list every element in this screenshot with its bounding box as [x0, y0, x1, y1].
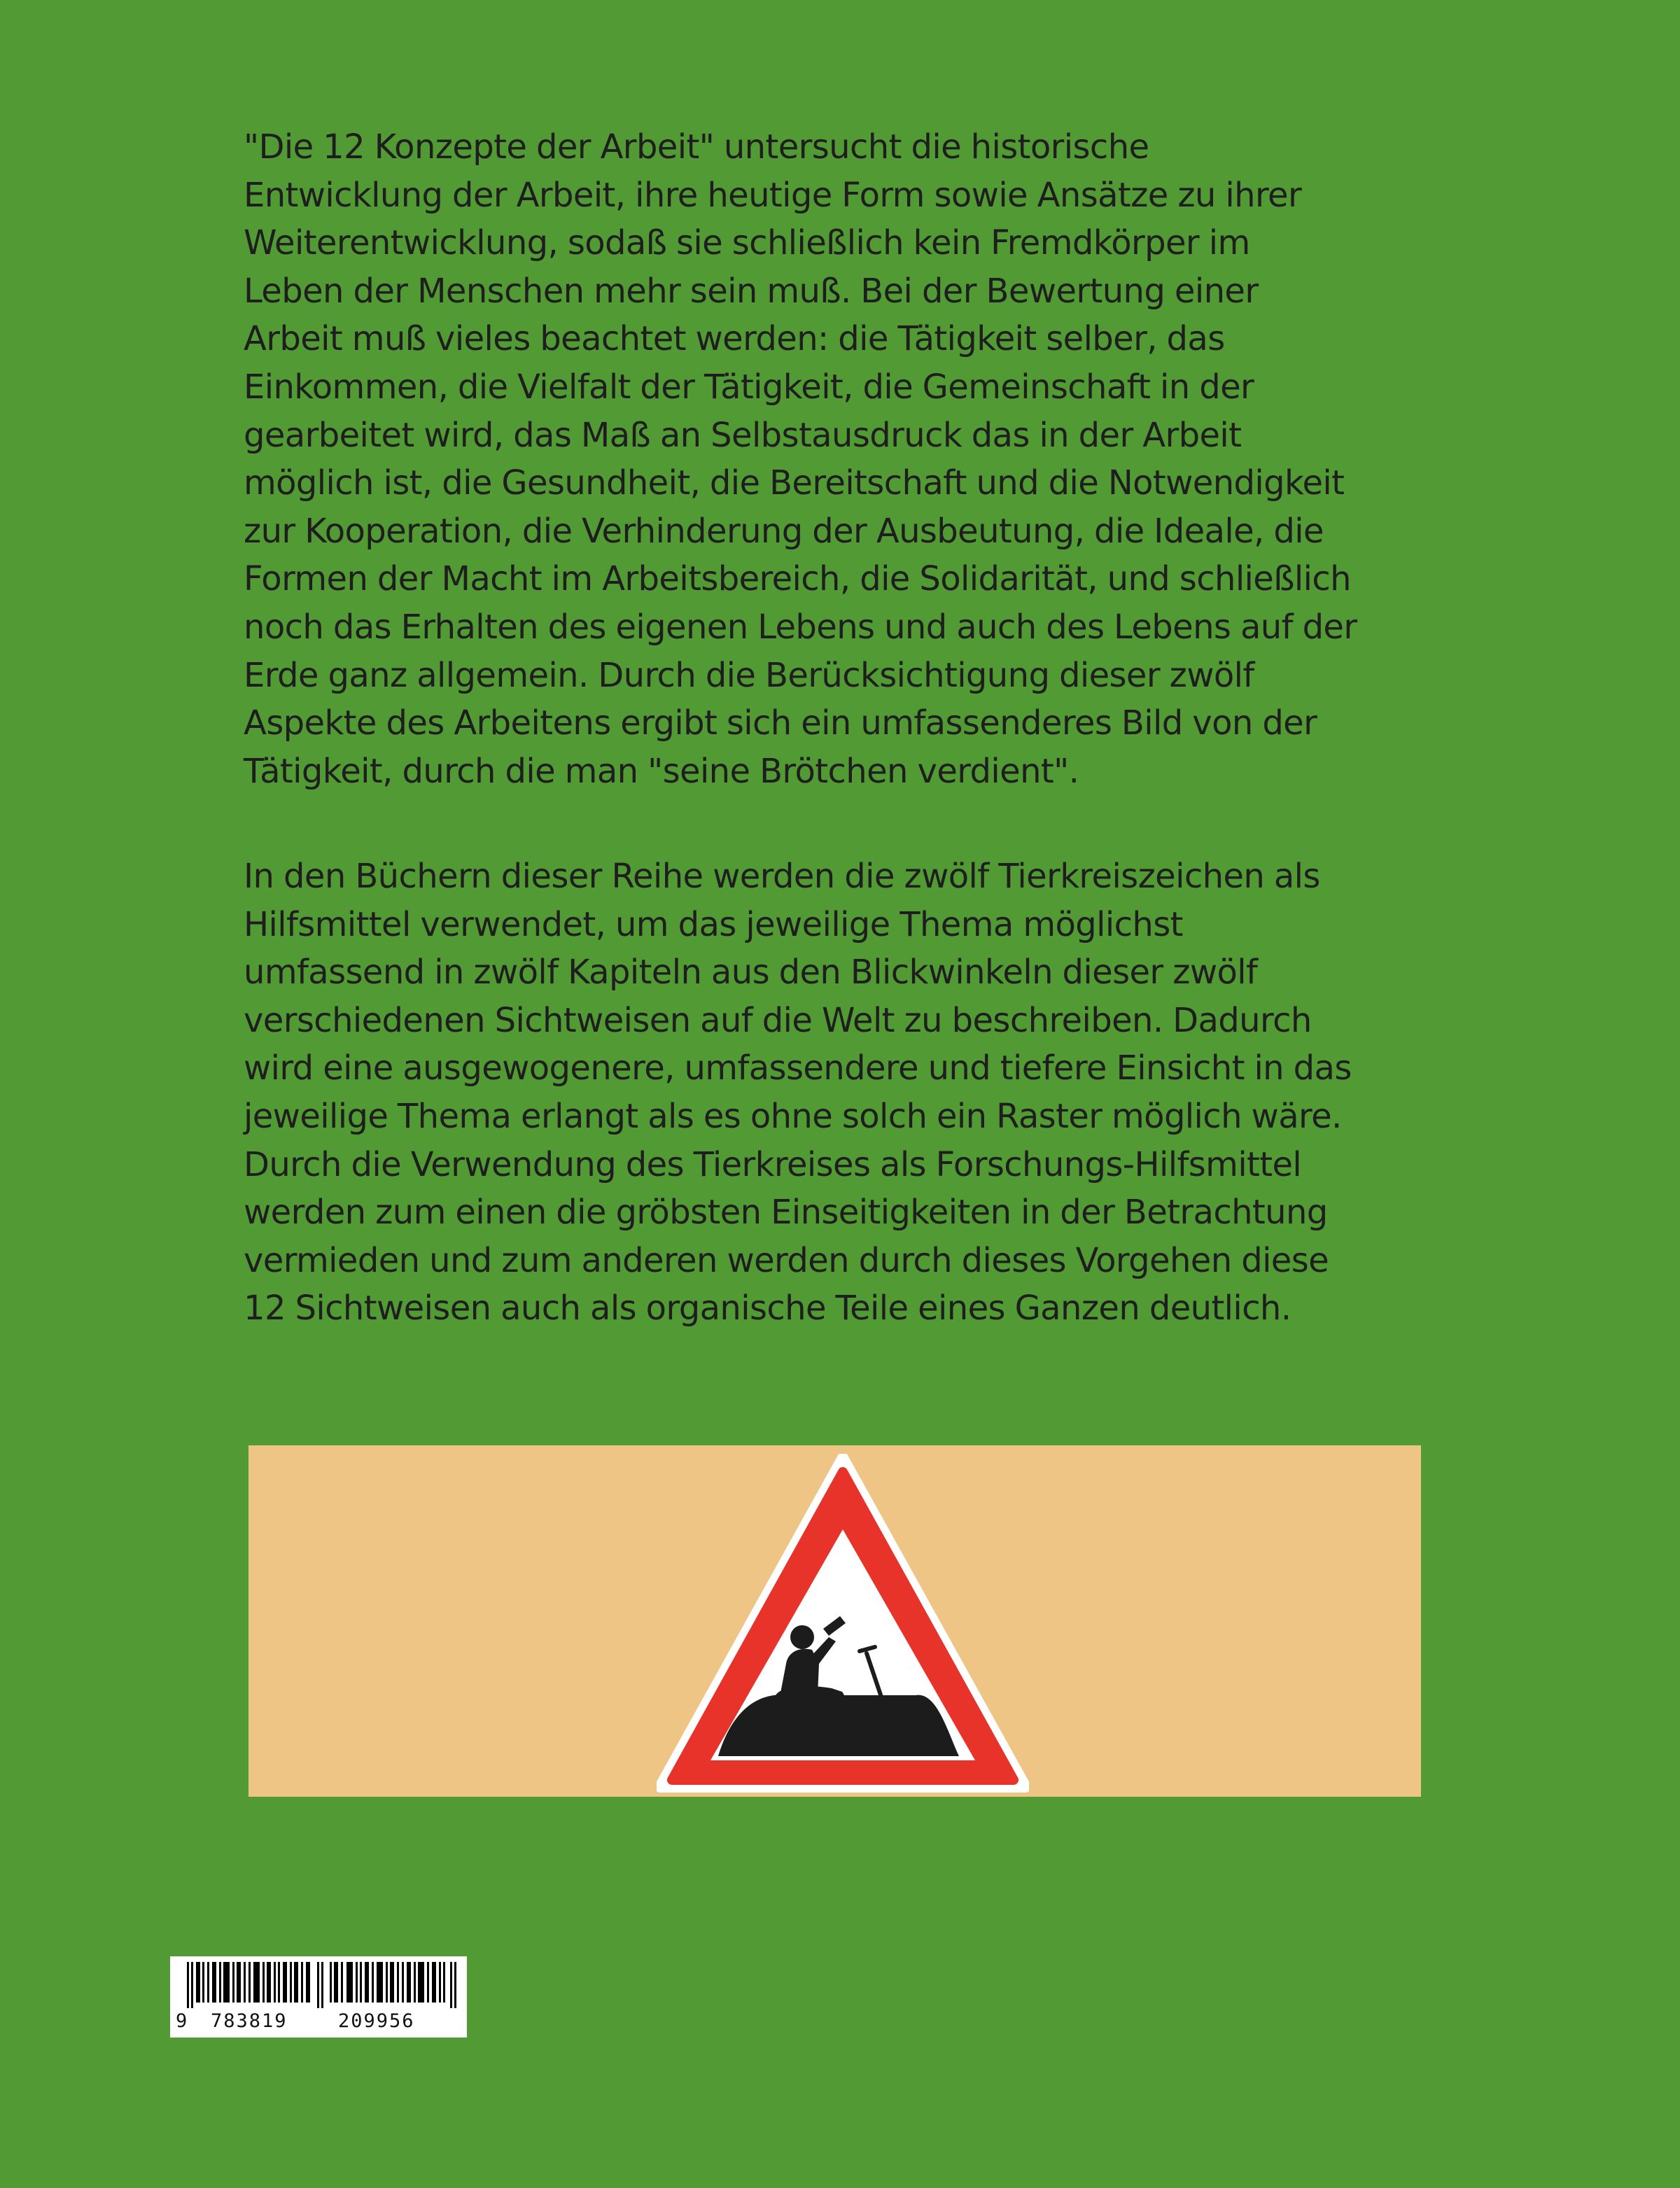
- description-paragraph-2: In den Büchern dieser Reihe werden die zwölf Tierkreiszeichen als Hilfsmittel verwendet, um das jeweilige Thema möglichst umfassend in zwölf Kapiteln aus den Blickwinkeln dieser zwölf verschiedenen Sichtweisen auf die Welt zu beschreiben. Dadurch wird eine ausgewogenere, umfassendere und tiefere Einsicht in das jeweilige Thema erlangt als es ohne solch ein Raster möglich wäre. Durch die Verwendung des Tierkreises als Forschungs-Hilfsmittel werden zum einen die gröbsten Einseitigkeiten in der Betrachtung vermieden und zum anderen werden durch dieses Vorgehen diese 12 Sichtweisen auch als organische Teile eines Ganzen deutlich.: [244, 857, 1352, 1328]
- illustration-panel: [248, 1445, 1421, 1797]
- isbn-barcode: [170, 1956, 467, 2038]
- description-paragraph-1: "Die 12 Konzepte der Arbeit" untersucht die historische Entwicklung der Arbeit, ihre heutige Form sowie Ansätze zu ihrer Weiterentwicklung, sodaß sie schließlich kein Fremdkörper im Leben der Menschen mehr sein muß. Bei der Bewertung einer Arbeit muß vieles beachtet werden: die Tätigkeit selber, das Einkommen, die Vielfalt der Tätigkeit, die Gemeinschaft in der gearbeitet wird, das Maß an Selbstausdruck das in der Arbeit möglich ist, die Gesundheit, die Bereitschaft und die Notwendigkeit zur Kooperation, die Verhinderung der Ausbeutung, die Ideale, die Formen der Macht im Arbeitsbereich, die Solidarität, und schließlich noch das Erhalten des eigenen Lebens und auch des Lebens auf der Erde ganz allgemein. Durch die Berücksichtigung dieser zwölf Aspekte des Arbeitens ergibt sich ein umfassenderes Bild von der Tätigkeit, durch die man "seine Brötchen verdient".: [244, 127, 1357, 791]
- barcode-digits-right: 209956: [338, 2010, 415, 2032]
- barcode-bars: [187, 1962, 458, 2008]
- worker-resting-warning-sign-icon: [657, 1454, 1029, 1793]
- barcode-digit-lead: 9: [176, 2010, 188, 2032]
- barcode-digits-left: 783819: [211, 2010, 288, 2032]
